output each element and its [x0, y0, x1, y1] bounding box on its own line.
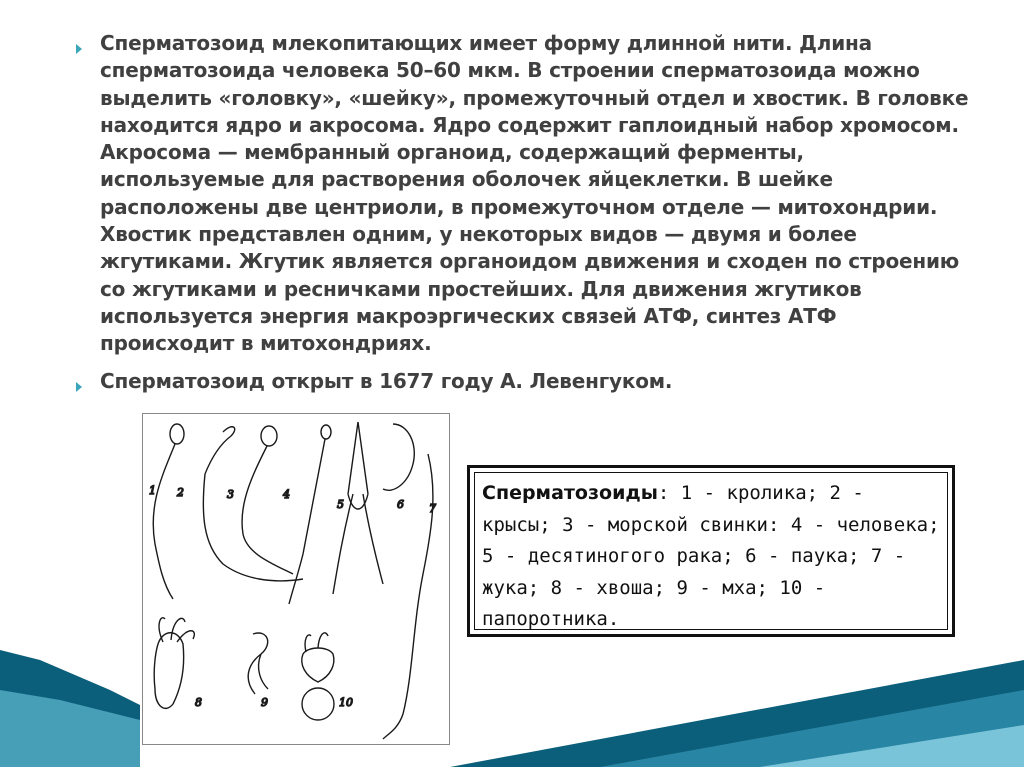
sperm-3-tail [242, 446, 293, 574]
sperm-10-body [302, 688, 334, 720]
sperm-4-tail [289, 439, 325, 604]
bullet-text: Сперматозоид млекопитающих имеет форму длинной нити. Длина сперматозоида человека 50–60 мкм. В строении сперматозоида можно выделить «головку», «шейку», промежуточный отдел и хвостик. В головке находится ядро и акросома. Ядро содержит гаплоидный набор хромосом. Акросома — мембранный органоид, содержащий ферменты, используемые для растворения оболочек яйцеклетки. В шейке расположены две центриоли, в промежуточном отделе — митохондрии. Хвостик представлен одним, у некоторых видов — двумя и более жгутиками. Жгутик является органоидом движения и сходен по строению со жгутиками и ресничками простейших. Для движения жгутиков используется энергия макроэргических связей АТФ, синтез АТФ происходит в митохондриях. [100, 31, 969, 356]
sperm-1-head [170, 424, 184, 444]
sperm-6-body [383, 424, 414, 490]
bullet-marker-icon [76, 382, 82, 392]
figure-label-6: 6 [397, 498, 404, 511]
figure-label-10: 10 [339, 696, 353, 709]
figure-label-7: 7 [429, 502, 436, 515]
bullet-text: Сперматозоид открыт в 1677 году А. Левенгуком. [100, 368, 673, 393]
figure-label-1: 1 [149, 484, 156, 497]
figure-label-2: 2 [177, 486, 184, 499]
sperm-8-flagella [159, 618, 194, 642]
sperm-illustration [142, 413, 450, 745]
bullet-marker-icon [76, 44, 82, 54]
sperm-1-tail [153, 444, 175, 599]
sperm-7-body [383, 454, 433, 739]
sperm-3-head [261, 426, 277, 446]
sperm-9-flagellum [259, 654, 268, 689]
caption-text [482, 478, 942, 636]
figure-label-5: 5 [337, 498, 344, 511]
sperm-4-head [321, 425, 331, 439]
caption-body: : 1 - кролика; 2 - крысы; 3 - морской свинки: 4 - человека; 5 - десятиногого рака; 6 - паука; 7 - жука; 8 - хвоша; 9 - мха; 10 - папоротника. [482, 482, 940, 630]
figure-label-3: 3 [227, 488, 234, 501]
sperm-5-body [348, 422, 368, 509]
figure-label-4: 4 [283, 488, 290, 501]
figure-label-8: 8 [195, 696, 202, 709]
figure-label-9: 9 [261, 696, 268, 709]
caption-title: Сперматозоиды [482, 482, 658, 504]
bullet-item [74, 30, 974, 358]
caption-box [467, 465, 955, 637]
bullet-item [74, 368, 974, 395]
bullet-list [74, 30, 974, 395]
sperm-2-head [205, 427, 235, 474]
sperm-8-body [154, 633, 184, 709]
sperm-10-coil [302, 648, 334, 682]
